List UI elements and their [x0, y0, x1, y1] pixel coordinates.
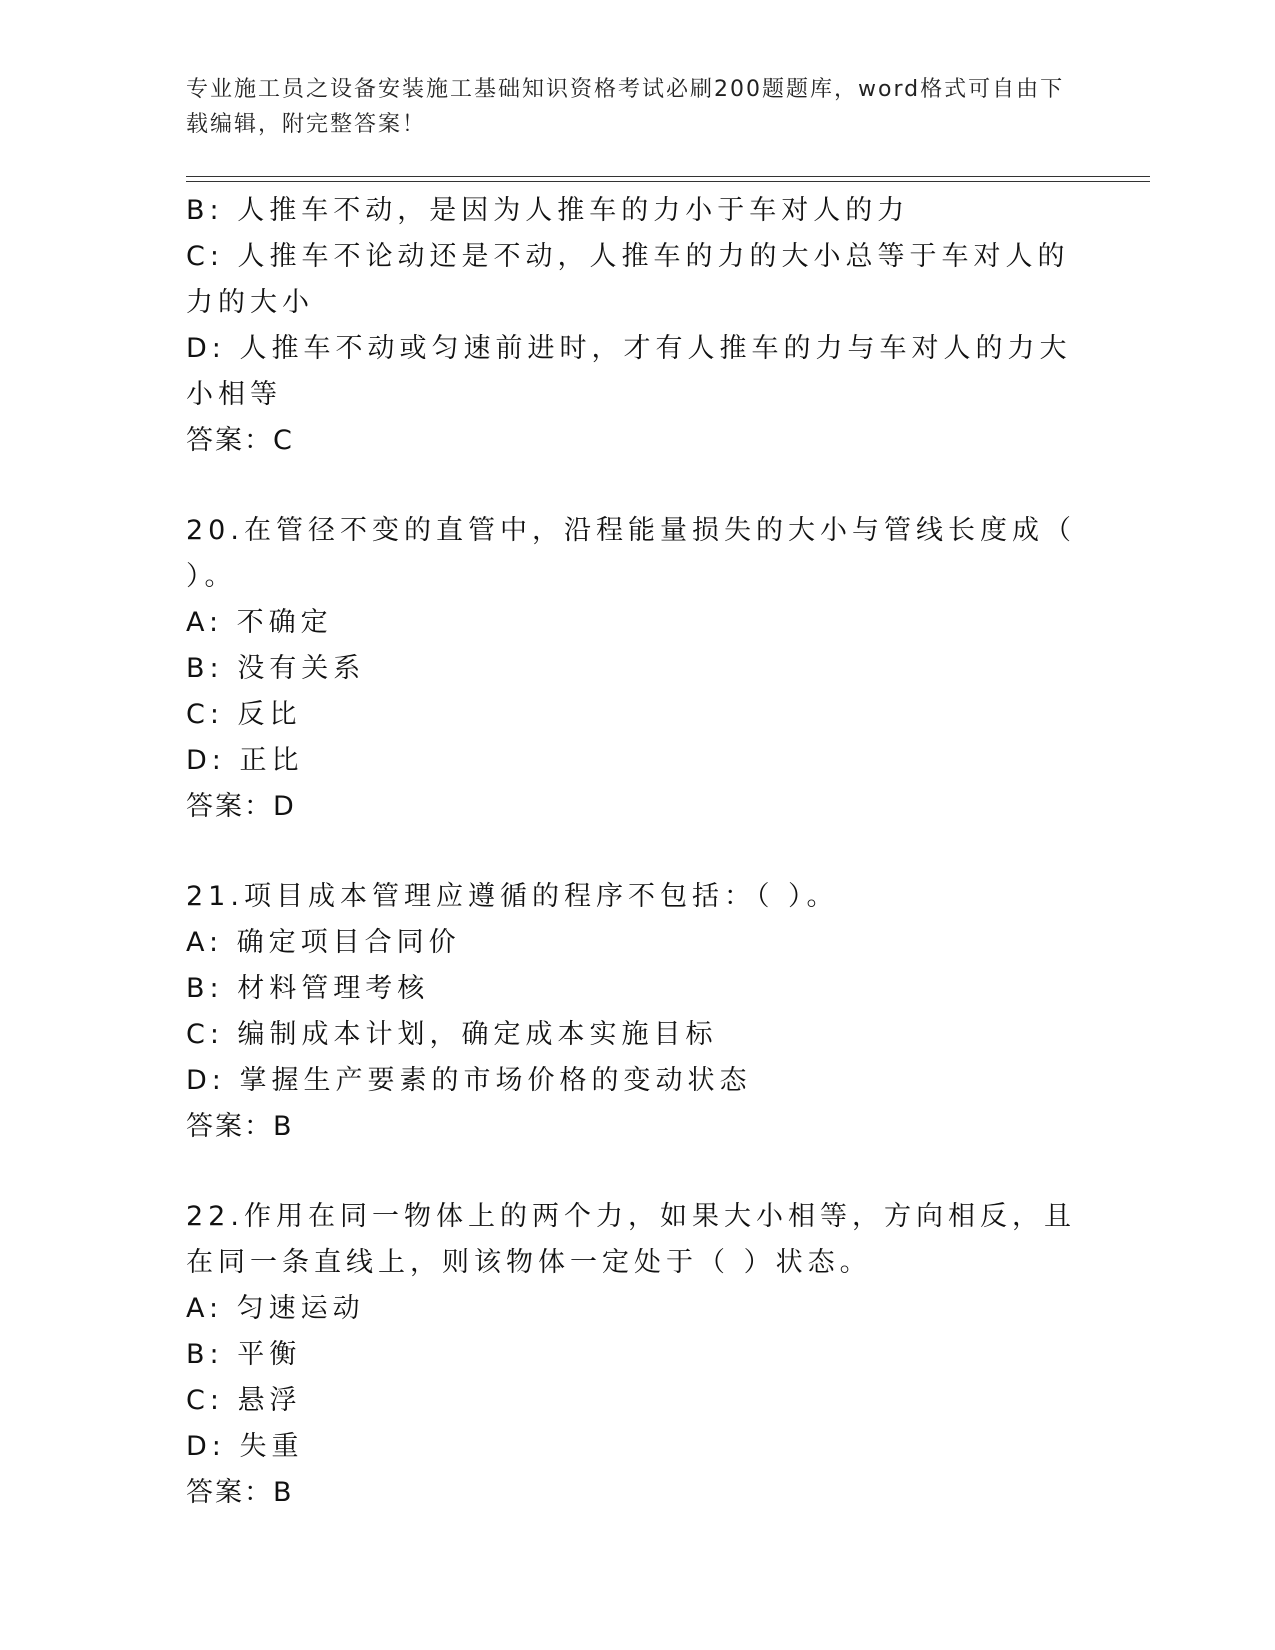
option-b: B: 人推车不动，是因为人推车的力小于车对人的力 — [186, 195, 910, 226]
question-22 — [186, 1194, 1086, 1516]
question-19-continued — [186, 188, 1086, 464]
answer-line: 答案：C — [186, 425, 294, 456]
question-21 — [186, 874, 1086, 1150]
question-gap — [186, 1150, 1086, 1194]
answer-line: 答案：D — [186, 791, 296, 822]
header-divider-top — [186, 176, 1150, 177]
question-stem: 21.项目成本管理应遵循的程序不包括：（ ）。 — [186, 881, 839, 912]
option-c: C: 悬浮 — [186, 1385, 302, 1416]
option-a: A: 不确定 — [186, 607, 333, 638]
header-divider-bottom — [186, 181, 1150, 182]
answer-line: 答案：B — [186, 1477, 294, 1508]
option-c: C: 反比 — [186, 699, 302, 730]
answer-line: 答案：B — [186, 1111, 294, 1142]
option-b: B: 平衡 — [186, 1339, 302, 1370]
option-b: B: 材料管理考核 — [186, 973, 430, 1004]
document-header: 专业施工员之设备安装施工基础知识资格考试必刷200题题库，word格式可自由下载编辑，附完整答案！ — [186, 77, 1065, 137]
question-gap — [186, 464, 1086, 508]
option-d: D: 掌握生产要素的市场价格的变动状态 — [186, 1065, 752, 1096]
option-d: D: 人推车不动或匀速前进时，才有人推车的力与车对人的力大小相等 — [186, 333, 1072, 410]
option-c: C: 编制成本计划，确定成本实施目标 — [186, 1019, 718, 1050]
option-c: C: 人推车不论动还是不动，人推车的力的大小总等于车对人的力的大小 — [186, 241, 1070, 318]
option-a: A: 匀速运动 — [186, 1293, 365, 1324]
question-20 — [186, 508, 1086, 830]
question-gap — [186, 830, 1086, 874]
option-d: D: 失重 — [186, 1431, 304, 1462]
option-a: A: 确定项目合同价 — [186, 927, 461, 958]
question-stem: 22.作用在同一物体上的两个力，如果大小相等，方向相反，且在同一条直线上，则该物体一定处于（ ）状态。 — [186, 1201, 1076, 1278]
option-b: B: 没有关系 — [186, 653, 366, 684]
question-stem: 20.在管径不变的直管中，沿程能量损失的大小与管线长度成（ ）。 — [186, 515, 1076, 592]
question-list — [186, 188, 1086, 1516]
option-d: D: 正比 — [186, 745, 304, 776]
